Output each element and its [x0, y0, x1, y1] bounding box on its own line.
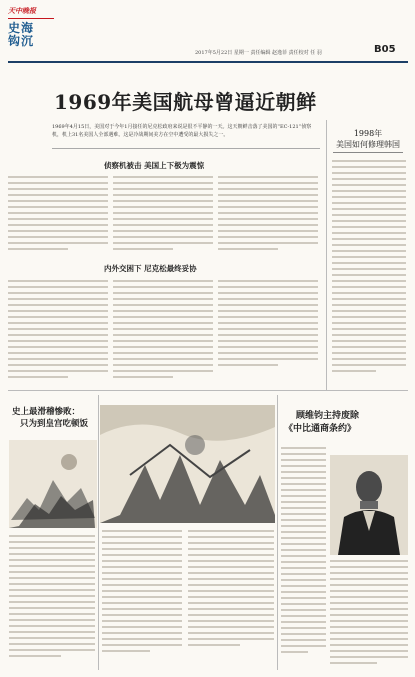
subheading-2: 内外交困下 尼克松最终妥协 — [104, 264, 197, 273]
article-body-col2 — [113, 176, 213, 256]
subheading-1: 侦察机被击 美国上下极为震惊 — [104, 161, 205, 170]
story-left-body-col3 — [188, 530, 274, 670]
side-title-line1: 1998年 — [353, 129, 383, 138]
page-number: B05 — [374, 44, 396, 55]
story-left-photo — [9, 440, 97, 528]
article-body-col4 — [8, 280, 108, 385]
main-lead: 1969年4月15日，美国对于今年1月接任的尼克松政府来说是很不平静的一天。这天朝鲜击落了美国的“EC-121”侦察机，机上31名美国人全部遇难。这是冷战期间美方在空中遭受的最大损失之一。 — [52, 124, 312, 138]
story-left-headline — [12, 405, 88, 429]
header-rule — [8, 61, 408, 63]
column-divider-lower-left — [98, 395, 99, 670]
column-divider-lower-mid — [277, 395, 278, 670]
section-divider — [8, 390, 408, 391]
story-right-body-col2 — [330, 560, 408, 670]
article-body-col6 — [218, 280, 318, 385]
side-title-line2: 美国如何修理韩国 — [336, 140, 400, 149]
portrait-photo — [330, 455, 408, 555]
column-divider — [326, 120, 327, 390]
story-right-headline-line2: 《中比通商条约》 — [284, 424, 357, 434]
article-body-col3 — [218, 176, 318, 256]
header-meta: 2017年5月22日 星期一 责任编辑 赵逸菲 责任校对 任 羽 — [195, 50, 322, 56]
section-name-line1: 史海 — [8, 21, 35, 35]
side-article-title — [330, 128, 406, 150]
story-illustration — [100, 405, 275, 523]
story-left-body — [9, 535, 95, 670]
side-article-body — [332, 160, 406, 385]
side-title-rule — [333, 152, 403, 153]
story-left-body-col2 — [102, 530, 182, 670]
main-headline: 1969年美国航母曾逼近朝鲜 — [54, 90, 317, 114]
masthead-logo — [8, 6, 54, 48]
story-right-headline-line1: 顾维钧主持废除 — [296, 411, 360, 421]
article-body-col1 — [8, 176, 108, 256]
story-left-headline-line1: 史上最滑稽惨败： — [12, 407, 81, 417]
story-right-headline — [284, 408, 359, 434]
brand-name: 天中晚报 — [8, 6, 36, 15]
article-body-col5 — [113, 280, 213, 385]
lead-divider — [52, 148, 320, 149]
section-name-line2: 钩沉 — [8, 34, 35, 48]
story-left-headline-line2: 只为到皇宫吃顿饭 — [20, 419, 89, 429]
masthead-divider — [8, 18, 54, 19]
story-right-body-col1 — [281, 447, 326, 667]
